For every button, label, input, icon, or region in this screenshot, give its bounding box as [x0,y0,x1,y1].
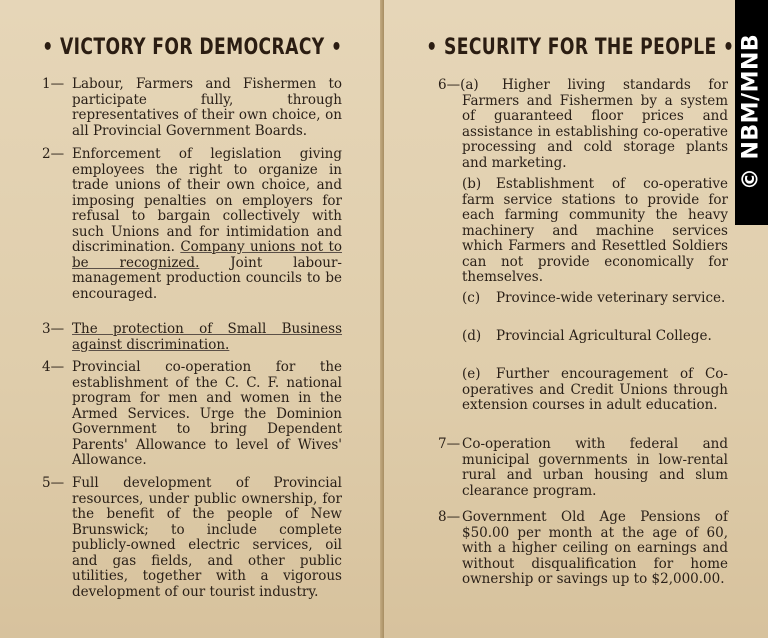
item-number: 8— [438,509,461,525]
item-text: Joint labour-management production councils to be encouraged. [72,254,342,302]
underlined-text: Company unions not to be recognized. [72,239,342,271]
list-item: The protection of Small Business against discrimination. [72,321,342,353]
item-number: (d) [462,328,482,344]
list-item: Provincial co-operation for the establishment of the C. C. F. national program for men and women in the Armed Services. Urge the Dominion Government to bring Dependent Parents' Allowance to level of Wives' Allowance. [72,359,342,468]
list-item [72,147,342,302]
list-item: Province-wide veterinary service. [496,290,726,306]
list-item: Further encouragement of Co-operatives and Credit Unions through extension courses in adult education. [462,366,728,413]
item-number: 7— [438,436,461,452]
list-item: Establishment of co-operative farm service stations to provide for each farming community the heavy machinery and machine services which Farmers and Resettled Soldiers can not provide economically for themselves. [462,176,728,285]
item-number: (e) [462,366,481,382]
item-number: 5— [42,475,65,491]
list-item: Co-operation with federal and municipal governments in low-rental rural and urban housing and slum clearance program. [462,436,728,499]
item-number: 1— [42,76,65,92]
item-number: 6—(a) [438,77,479,93]
copyright-watermark: © NBM/MNB [738,33,764,191]
list-item: Labour, Farmers and Fishermen to participate fully, through representatives of their own choice, on all Provincial Government Boards. [72,76,342,139]
item-text: Enforcement of legislation giving employees the right to organize in trade unions of their own choice, and imposing penalties on employers for refusal to bargain collectively with such Unions and for intimidation and discrimination. [72,146,342,255]
item-number: 2— [42,146,65,162]
item-number: (c) [462,290,481,306]
left-heading: • VICTORY FOR DEMOCRACY • [42,35,343,60]
item-number: 4— [42,359,65,375]
right-page [384,0,768,638]
list-item: Provincial Agricultural College. [496,328,712,344]
item-number: (b) [462,176,482,192]
right-heading: • SECURITY FOR THE PEOPLE • [426,35,735,60]
list-item: Government Old Age Pensions of $50.00 per month at the age of 60, with a higher ceiling on earnings and without disqualification for home ownership or savings up to $2,000.00. [462,509,728,587]
item-number: 3— [42,321,65,337]
list-item: Full development of Provincial resources, under public ownership, for the benefit of the people of New Brunswick; to include complete publicly-owned electric services, oil and gas fields, and other public utilities, together with a vigorous development of our tourist industry. [72,475,342,600]
list-item: Higher living standards for Farmers and Fishermen by a system of guaranteed floor prices and assistance in establishing co-operative processing and cold storage plants and marketing. [462,77,728,171]
